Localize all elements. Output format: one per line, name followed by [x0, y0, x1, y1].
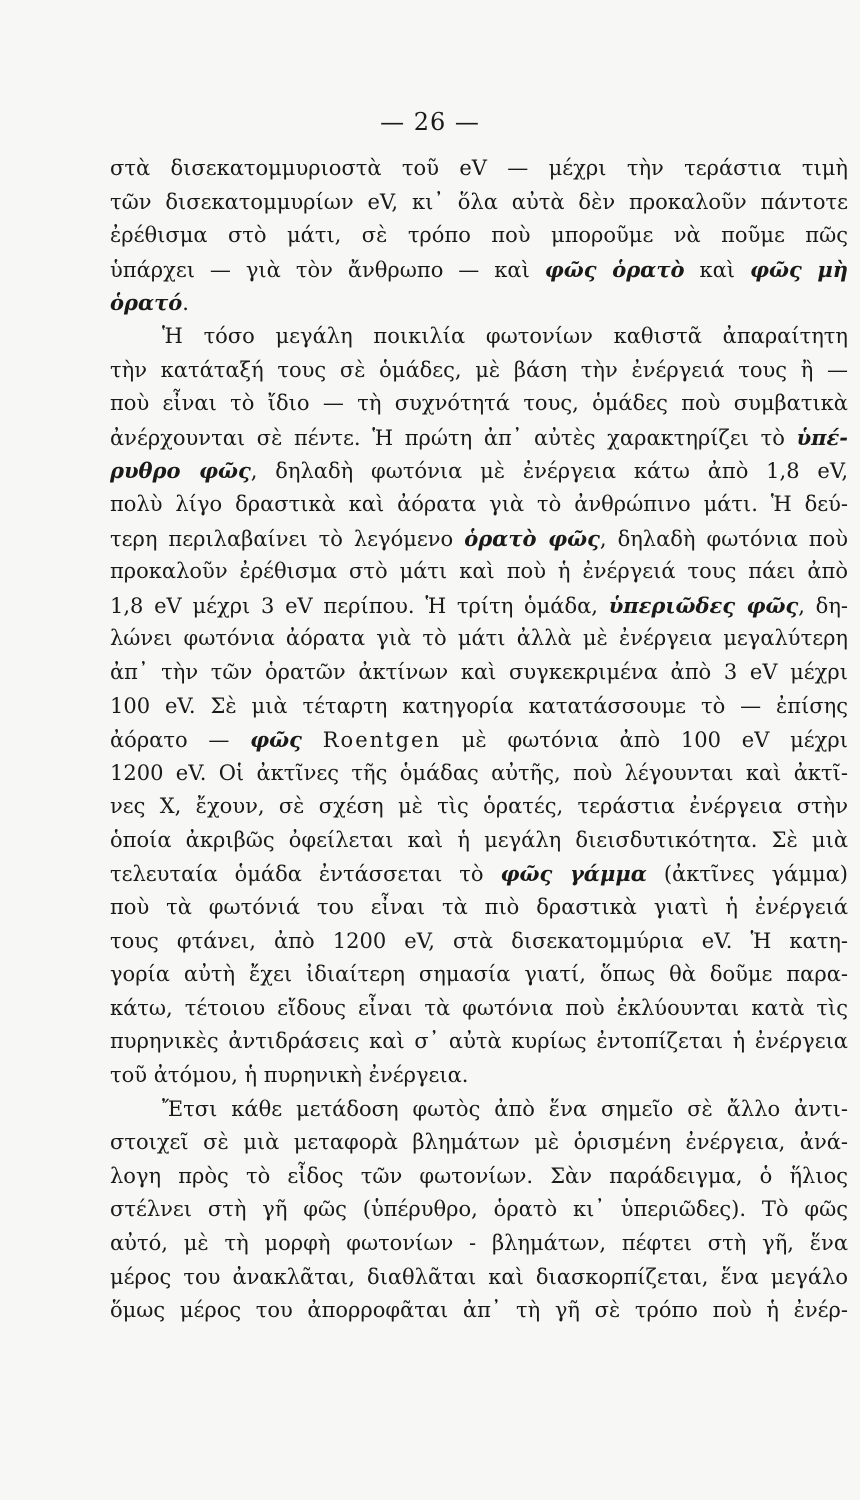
text-line: ποὺ εἶναι τὸ ἴδιο — τὴ συχνότητά τους, ὁμάδες ποὺ συμβατικὰ [110, 391, 848, 416]
text-line: νες X, ἔχουν, σὲ σχέση μὲ τὶς ὁρατές, τεράστια ἐνέργεια στὴν [110, 794, 848, 819]
text-line: ρυθρο φῶς, δηλαδὴ φωτόνια μὲ ἐνέργεια κάτω ἀπὸ 1,8 eV, [110, 458, 848, 484]
text-line: λώνει φωτόνια ἀόρατα γιὰ τὸ μάτι ἀλλὰ μὲ ἐνέργεια μεγαλύτερη [110, 626, 848, 651]
text-line: τελευταία ὁμάδα ἐντάσσεται τὸ φῶς γάμμα (ἀκτῖνες γάμμα) [110, 861, 848, 887]
page-number: — 26 — [380, 108, 480, 136]
emphasis-term: φῶς [250, 727, 302, 753]
text-line: Ἔτσι κάθε μετάδοση φωτὸς ἀπὸ ἕνα σημεῖο σὲ ἄλλο ἀντι- [162, 1096, 848, 1121]
text-line: ἀπ᾽ τὴν τῶν ὁρατῶν ἀκτίνων καὶ συγκεκριμένα ἀπὸ 3 eV μέχρι [110, 659, 848, 684]
text-line: αὐτό, μὲ τὴ μορφὴ φωτονίων - βλημάτων, πέφτει στὴ γῆ, ἕνα [110, 1231, 848, 1255]
text-line: τους φτάνει, ἀπὸ 1200 eV, στὰ δισεκατομμύρια eV. Ἡ κατη- [110, 928, 848, 953]
emphasis-term: ρυθρο φῶς [110, 458, 251, 484]
emphasis-term: φῶς ὁρατὸ [544, 256, 685, 282]
text-line: πολὺ λίγο δραστικὰ καὶ ἀόρατα γιὰ τὸ ἀνθρώπινο μάτι. Ἡ δεύ- [110, 491, 848, 516]
text-line: τὴν κατάταξή τους σὲ ὁμάδες, μὲ βάση τὴν ἐνέργειά τους ἢ — [110, 357, 848, 382]
emphasis-term: ὑπεριῶδες φῶς [608, 592, 799, 618]
text-line: ἀόρατο — φῶς Roentgen μὲ φωτόνια ἀπὸ 100 eV μέχρι [110, 727, 848, 753]
text-line: ὁρατό. [110, 290, 189, 316]
text-line: στοιχεῖ σὲ μιὰ μεταφορὰ βλημάτων μὲ ὁρισμένη ἐνέργεια, ἀνά- [110, 1130, 848, 1155]
text-line: ποὺ τὰ φωτόνιά του εἶναι τὰ πιὸ δραστικὰ γιατὶ ἡ ἐνέργειά [110, 895, 848, 920]
text-line: ὁποία ἀκριβῶς ὀφείλεται καὶ ἡ μεγάλη διεισδυτικότητα. Σὲ μιὰ [110, 827, 848, 852]
spaced-term: Roentgen [322, 728, 441, 753]
text-line: 100 eV. Σὲ μιὰ τέταρτη κατηγορία κατατάσσουμε τὸ — ἐπίσης [110, 693, 848, 718]
text-line: στέλνει στὴ γῆ φῶς (ὑπέρυθρο, ὁρατὸ κι᾽ ὑπεριῶδες). Τὸ φῶς [110, 1197, 848, 1222]
text-line: προκαλοῦν ἐρέθισμα στὸ μάτι καὶ ποὺ ἡ ἐνέργειά τους πάει ἀπὸ [110, 559, 848, 584]
text-line: ἀνέρχουνται σὲ πέντε. Ἡ πρώτη ἀπ᾽ αὐτὲς χαρακτηρίζει τὸ ὑπέ- [110, 424, 848, 450]
text-line: τοῦ ἀτόμου, ἡ πυρηνικὴ ἐνέργεια. [110, 1063, 469, 1088]
emphasis-term: φῶς γάμμα [500, 861, 647, 887]
text-line: 1,8 eV μέχρι 3 eV περίπου. Ἡ τρίτη ὁμάδα, ὑπεριῶδες φῶς, δη- [110, 592, 848, 618]
text-line: τῶν δισεκατομμυρίων eV, κι᾽ ὅλα αὐτὰ δὲν προκαλοῦν πάντοτε [110, 189, 848, 214]
emphasis-term: ὁρατὸ φῶς [464, 525, 600, 551]
emphasis-term: φῶς μὴ [749, 256, 848, 282]
text-line: μέρος του ἀνακλᾶται, διαθλᾶται καὶ διασκορπίζεται, ἕνα μεγάλο [110, 1264, 848, 1289]
text-line: λογη πρὸς τὸ εἶδος τῶν φωτονίων. Σὰν παράδειγμα, ὁ ἥλιος [110, 1163, 848, 1188]
emphasis-term: ὑπέ- [796, 424, 848, 450]
text-line: ὑπάρχει — γιὰ τὸν ἄνθρωπο — καὶ φῶς ὁρατὸ καὶ φῶς μὴ [110, 256, 848, 282]
text-line: ἐρέθισμα στὸ μάτι, σὲ τρόπο ποὺ μποροῦμε νὰ ποῦμε πῶς [110, 223, 848, 248]
text-line: ὅμως μέρος του ἀπορροφᾶται ἀπ᾽ τὴ γῆ σὲ τρόπο ποὺ ἡ ἐνέρ- [110, 1298, 848, 1323]
text-line: κάτω, τέτοιου εἴδους εἶναι τὰ φωτόνια ποὺ ἐκλύουνται κατὰ τὶς [110, 995, 848, 1020]
text-line: τερη περιλαβαίνει τὸ λεγόμενο ὁρατὸ φῶς, δηλαδὴ φωτόνια ποὺ [110, 525, 848, 551]
text-line: 1200 eV. Οἱ ἀκτῖνες τῆς ὁμάδας αὐτῆς, ποὺ λέγουνται καὶ ἀκτῖ- [110, 760, 848, 785]
body-text [110, 152, 848, 1328]
text-line: πυρηνικὲς ἀντιδράσεις καὶ σ᾽ αὐτὰ κυρίως ἐντοπίζεται ἡ ἐνέργεια [110, 1029, 848, 1054]
text-line: Ἡ τόσο μεγάλη ποικιλία φωτονίων καθιστᾶ ἀπαραίτητη [162, 323, 848, 348]
text-line: στὰ δισεκατομμυριοστὰ τοῦ eV — μέχρι τὴν τεράστια τιμὴ [110, 156, 848, 180]
text-line: γορία αὐτὴ ἔχει ἰδιαίτερη σημασία γιατί, ὅπως θὰ δοῦμε παρα- [110, 962, 848, 987]
emphasis-term: ὁρατό [110, 290, 183, 316]
